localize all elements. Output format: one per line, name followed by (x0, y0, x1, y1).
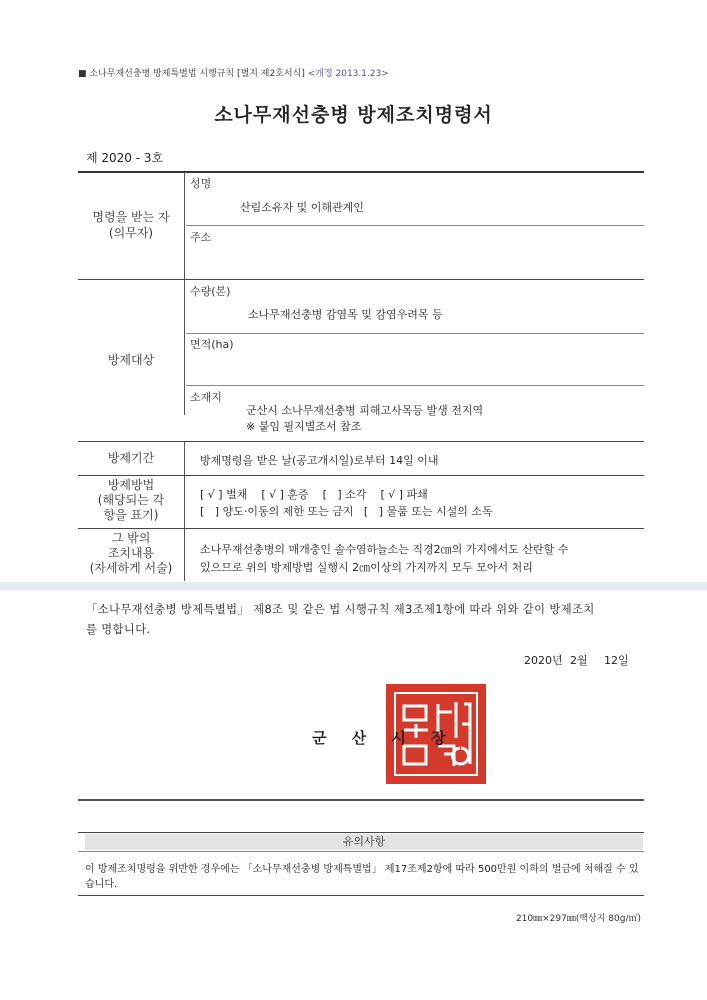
row-divider-area-location (186, 385, 644, 386)
row-divider-name-address (186, 225, 644, 226)
document-number: 제 2020 - 3호 (86, 151, 164, 165)
scan-band (0, 582, 707, 591)
other-measures-label: 그 밖의 조치내용 (자세하게 서술) (89, 531, 173, 575)
date-year: 2020년 (524, 654, 563, 667)
method-options-line1: [ √ ] 벌채 [ √ ] 훈증 [ ] 소각 [ √ ] 파쇄 (200, 488, 428, 501)
issuer-name: 군 산 시 장 (312, 729, 456, 747)
footer-separator (78, 799, 644, 801)
period-label: 방제기간 (107, 451, 155, 465)
other-measures-line1: 소나무재선충병의 매개충인 솔수염하늘소는 직경2㎝의 가지에서도 산란할 수 (200, 543, 569, 556)
other-measures-line2: 있으므로 위의 방제방법 실행시 2㎝이상의 가지까지 모두 모아서 처리 (200, 561, 533, 574)
date-month: 2월 (570, 654, 588, 667)
notice-text: 이 방제조치명령을 위반한 경우에는 「소나무재선충병 방제특별법」 제17조제2항에 따라 500만원 이하의 벌금에 처해질 수 있습니다. (85, 864, 639, 890)
date-day: 12일 (604, 654, 629, 667)
method-label: 방제방법 (해당되는 각 항을 표기) (97, 478, 165, 522)
method-options-line2: [ ] 양도·이동의 제한 또는 금지 [ ] 물품 또는 시설의 소독 (200, 505, 493, 518)
form-reference: ■ 소나무재선충병 방제특별법 시행규칙 [별지 제2호서식] (78, 69, 305, 79)
notice-title-divider (78, 851, 644, 852)
target-label: 방제대상 (107, 353, 155, 367)
row-divider-quantity-area (186, 333, 644, 334)
page-title: 소나무재선충병 방제조치명령서 (214, 104, 493, 126)
location-value: 군산시 소나무재선충병 피해고사목등 발생 전지역 (246, 404, 484, 417)
notice-title: 유의사항 (85, 834, 643, 850)
order-statement: 「소나무재선충병 방제특별법」 제8조 및 같은 법 시행규칙 제3조제1항에 따라 위와 같이 방제조치 를 명합니다. (86, 603, 595, 636)
revision-date: <개정 2013.1.23> (307, 69, 389, 79)
name-label: 성명 (190, 177, 212, 190)
name-value: 산림소유자 및 이해관계인 (240, 201, 364, 214)
notice-bottom-border (78, 895, 644, 896)
table-top-border (78, 171, 644, 173)
period-value: 방제명령을 받은 날(공고개시일)로부터 14일 이내 (200, 454, 439, 467)
area-label: 면적(ha) (190, 338, 234, 351)
row-divider-period (78, 475, 644, 476)
notice-top-border (78, 832, 644, 833)
quantity-value: 소나무재선충병 감염목 및 감염우려목 등 (248, 308, 443, 321)
row-divider-obligor (78, 279, 644, 280)
quantity-label: 수량(본) (190, 285, 231, 298)
table-divider-upper (184, 172, 185, 415)
row-divider-target (78, 441, 644, 442)
row-divider-method (78, 528, 644, 529)
location-note: ※ 붙임 필지별조서 참조 (246, 420, 362, 433)
address-label: 주소 (190, 231, 212, 244)
location-label: 소재지 (190, 391, 222, 404)
table-divider-lower (184, 441, 185, 581)
obligor-label: 명령을 받는 자 (의무자) (92, 210, 170, 240)
form-header-note (78, 66, 389, 79)
paper-spec: 210㎜×297㎜(백상지 80g/㎡) (515, 914, 641, 924)
